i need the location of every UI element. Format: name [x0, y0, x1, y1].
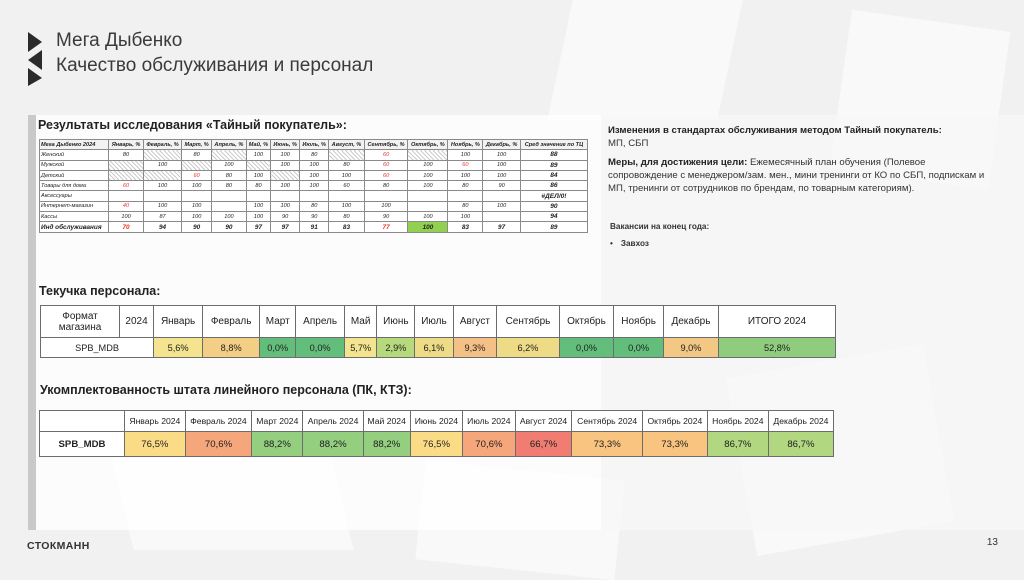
column-header: Июль: [415, 306, 453, 338]
table-cell: 100: [143, 160, 182, 170]
page-number: 13: [986, 537, 998, 548]
table-cell: 100: [143, 181, 182, 191]
table-cell: 100: [448, 150, 483, 160]
table-cell: 91: [300, 222, 329, 232]
table-row: [40, 432, 834, 457]
table-cell: 100: [448, 212, 483, 222]
table-cell: 100: [300, 181, 329, 191]
table-cell: [408, 191, 448, 201]
column-header: Сентябрь: [497, 306, 559, 338]
table-cell: 100: [408, 160, 448, 170]
column-header: Январь, %: [109, 140, 144, 150]
column-header: Июль 2024: [463, 411, 516, 432]
row-label: Мужской: [40, 160, 109, 170]
table-cell: 80: [182, 150, 212, 160]
row-label: Интернет-магазин: [40, 201, 109, 211]
turnover-table: [40, 305, 836, 358]
table-cell: 0,0%: [559, 338, 614, 358]
table-cell: 6,1%: [415, 338, 453, 358]
table-cell: 97: [483, 222, 521, 232]
table-cell: SPB_MDB: [41, 338, 154, 358]
table-cell: 88: [520, 150, 587, 160]
column-header: Август: [453, 306, 497, 338]
table-cell: 94: [520, 212, 587, 222]
column-header: Май: [344, 306, 376, 338]
table-header-row: [41, 306, 836, 338]
table-cell: 86: [520, 181, 587, 191]
row-label: Женский: [40, 150, 109, 160]
table-cell: SPB_MDB: [40, 432, 125, 457]
measures-label: Меры, для достижения цели:: [608, 157, 748, 168]
table-cell: 100: [408, 181, 448, 191]
row-label: Аксессуары: [40, 191, 109, 201]
column-header: Ноябрь: [614, 306, 664, 338]
table-cell: 70: [109, 222, 144, 232]
table-cell: 90: [271, 212, 300, 222]
table-cell: [182, 191, 212, 201]
table-cell: 88,2%: [303, 432, 363, 457]
table-cell: 100: [408, 170, 448, 180]
table-cell: 70,6%: [463, 432, 516, 457]
table-cell: 76,5%: [125, 432, 186, 457]
table-cell: 86,7%: [707, 432, 768, 457]
table-cell: 94: [143, 222, 182, 232]
table-cell: [212, 191, 247, 201]
table-cell: 90: [182, 222, 212, 232]
column-header: Октябрь: [559, 306, 614, 338]
table-cell: 52,8%: [719, 338, 836, 358]
column-header: Май 2024: [363, 411, 410, 432]
staffing-section-title: Укомплектованность штата линейного персонала (ПК, КТЗ):: [40, 383, 412, 397]
table-cell: 80: [448, 181, 483, 191]
table-row: [40, 212, 588, 222]
column-header: Февраль 2024: [185, 411, 252, 432]
column-header: Июнь: [377, 306, 415, 338]
table-cell: 100: [271, 150, 300, 160]
table-cell: 100: [246, 170, 270, 180]
column-header: Январь: [154, 306, 203, 338]
row-label: Детский: [40, 170, 109, 180]
table-cell: 90: [483, 181, 521, 191]
table-cell: [246, 160, 270, 170]
table-cell: 80: [300, 201, 329, 211]
column-header: Июнь, %: [271, 140, 300, 150]
column-header: Декабрь, %: [483, 140, 521, 150]
table-cell: 90: [212, 222, 247, 232]
column-header: Октябрь 2024: [642, 411, 707, 432]
table-header-row: [40, 411, 834, 432]
table-cell: 60: [182, 170, 212, 180]
table-cell: [408, 201, 448, 211]
measures-note: [608, 156, 988, 195]
table-cell: 100: [271, 181, 300, 191]
table-cell: 60: [109, 181, 144, 191]
table-cell: 8,8%: [203, 338, 260, 358]
accent-bar: [28, 115, 36, 530]
turnover-section-title: Текучка персонала:: [39, 284, 161, 298]
table-cell: [408, 150, 448, 160]
table-cell: 100: [483, 160, 521, 170]
table-cell: 83: [448, 222, 483, 232]
slide-subtitle: Качество обслуживания и персонал: [56, 55, 374, 76]
column-header: Мега Дыбенко 2024: [40, 140, 109, 150]
table-cell: 100: [408, 212, 448, 222]
column-header: Май, %: [246, 140, 270, 150]
table-cell: [109, 160, 144, 170]
table-cell: 60: [364, 170, 408, 180]
column-header: Октябрь, %: [408, 140, 448, 150]
table-cell: [271, 191, 300, 201]
table-cell: #ДЕЛ/0!: [520, 191, 587, 201]
row-label: Товары для дома: [40, 181, 109, 191]
table-cell: 80: [212, 181, 247, 191]
table-cell: 66,7%: [515, 432, 572, 457]
table-cell: 80: [300, 150, 329, 160]
table-cell: 5,7%: [344, 338, 376, 358]
table-cell: [246, 191, 270, 201]
table-cell: 100: [271, 201, 300, 211]
table-cell: 100: [483, 201, 521, 211]
changes-value: МП, СБП: [608, 138, 649, 149]
table-cell: 5,6%: [154, 338, 203, 358]
table-cell: 100: [408, 222, 448, 232]
column-header: Сентябрь 2024: [572, 411, 643, 432]
footer-brand-logo: СТОКМАНН: [27, 540, 90, 552]
table-cell: [364, 191, 408, 201]
column-header: Август, %: [329, 140, 365, 150]
table-cell: 40: [109, 201, 144, 211]
column-header: Декабрь: [663, 306, 718, 338]
table-cell: [143, 191, 182, 201]
table-cell: [300, 191, 329, 201]
column-header: Сред значение по ТЦ: [520, 140, 587, 150]
table-cell: 73,3%: [642, 432, 707, 457]
table-cell: 89: [520, 222, 587, 232]
column-header: Август 2024: [515, 411, 572, 432]
changes-label: Изменения в стандартах обслуживания методом Тайный покупатель:: [608, 125, 942, 136]
table-cell: 100: [246, 201, 270, 211]
table-cell: 80: [448, 201, 483, 211]
table-row: [40, 222, 588, 232]
table-cell: 86,7%: [768, 432, 833, 457]
table-cell: [483, 212, 521, 222]
column-header: Март 2024: [252, 411, 303, 432]
table-cell: [329, 191, 365, 201]
table-header-row: [40, 140, 588, 150]
table-row: [40, 181, 588, 191]
table-row: [41, 338, 836, 358]
table-cell: 100: [212, 160, 247, 170]
column-header: [40, 411, 125, 432]
table-row: [40, 150, 588, 160]
table-cell: 100: [483, 170, 521, 180]
table-cell: 90: [520, 201, 587, 211]
column-header: Март, %: [182, 140, 212, 150]
column-header: Ноябрь 2024: [707, 411, 768, 432]
table-cell: 100: [182, 212, 212, 222]
table-cell: 100: [300, 160, 329, 170]
table-cell: 60: [364, 150, 408, 160]
table-cell: [182, 160, 212, 170]
table-cell: 97: [246, 222, 270, 232]
background-bag-shape: [547, 0, 743, 120]
column-header: Формат магазина: [41, 306, 120, 338]
table-cell: 80: [329, 160, 365, 170]
mystery-shopper-table: [39, 139, 588, 233]
table-cell: [212, 150, 247, 160]
table-cell: 2,9%: [377, 338, 415, 358]
table-cell: 6,2%: [497, 338, 559, 358]
column-header: Январь 2024: [125, 411, 186, 432]
table-cell: 87: [143, 212, 182, 222]
table-cell: 60: [364, 160, 408, 170]
table-cell: [271, 170, 300, 180]
table-cell: 100: [300, 170, 329, 180]
table-cell: 80: [246, 181, 270, 191]
column-header: 2024: [120, 306, 154, 338]
stockmann-logo-icon: [24, 28, 46, 88]
table-cell: 0,0%: [614, 338, 664, 358]
table-cell: 89: [520, 160, 587, 170]
table-cell: 100: [109, 212, 144, 222]
column-header: Декабрь 2024: [768, 411, 833, 432]
table-row: [40, 160, 588, 170]
table-cell: 100: [329, 201, 365, 211]
spy-section-title: Результаты исследования «Тайный покупатель»:: [38, 118, 347, 132]
column-header: Сентябрь, %: [364, 140, 408, 150]
changes-note: [608, 124, 988, 150]
measures-text: Ежемесячный план обучения (Полевое сопровождение с менеджером/зам. мен., мини тренинги от КО по СБП, подпискам и МП, тренинги от сотрудников по брендам, по товарным категориям).: [608, 157, 985, 194]
table-cell: 100: [246, 150, 270, 160]
row-label: Инд обслуживания: [40, 222, 109, 232]
table-cell: 100: [364, 201, 408, 211]
table-cell: 100: [246, 212, 270, 222]
vacancies-label: Вакансии на конец года:: [610, 222, 710, 231]
table-cell: 9,0%: [663, 338, 718, 358]
table-cell: 80: [212, 170, 247, 180]
table-cell: 83: [329, 222, 365, 232]
column-header: Июль, %: [300, 140, 329, 150]
column-header: Ноябрь, %: [448, 140, 483, 150]
table-cell: [483, 191, 521, 201]
table-cell: [448, 191, 483, 201]
table-cell: 84: [520, 170, 587, 180]
table-cell: 77: [364, 222, 408, 232]
vacancy-item: [610, 239, 649, 248]
column-header: Апрель, %: [212, 140, 247, 150]
column-header: ИТОГО 2024: [719, 306, 836, 338]
slide-title: Мега Дыбенко: [56, 30, 183, 51]
table-cell: 88,2%: [252, 432, 303, 457]
table-cell: [109, 170, 144, 180]
table-cell: 100: [271, 160, 300, 170]
table-cell: 100: [182, 181, 212, 191]
table-cell: 100: [483, 150, 521, 160]
column-header: Апрель 2024: [303, 411, 363, 432]
table-cell: 80: [364, 181, 408, 191]
table-cell: 100: [329, 170, 365, 180]
table-cell: 0,0%: [296, 338, 345, 358]
table-cell: 76,5%: [410, 432, 462, 457]
table-cell: 80: [329, 212, 365, 222]
table-cell: 9,3%: [453, 338, 497, 358]
table-cell: 90: [300, 212, 329, 222]
table-cell: 73,3%: [572, 432, 643, 457]
table-cell: [329, 150, 365, 160]
table-cell: 60: [448, 160, 483, 170]
table-cell: [212, 201, 247, 211]
staffing-table: [39, 410, 834, 457]
row-label: Кассы: [40, 212, 109, 222]
table-cell: 88,2%: [363, 432, 410, 457]
table-cell: [109, 191, 144, 201]
table-cell: [143, 170, 182, 180]
table-cell: 97: [271, 222, 300, 232]
table-cell: 70,6%: [185, 432, 252, 457]
table-row: [40, 191, 588, 201]
table-cell: 100: [143, 201, 182, 211]
table-cell: 90: [364, 212, 408, 222]
table-row: [40, 201, 588, 211]
bullet-icon: •: [610, 239, 613, 248]
vacancy-text: Завхоз: [620, 239, 649, 248]
column-header: Март: [260, 306, 296, 338]
column-header: Апрель: [296, 306, 345, 338]
table-cell: 100: [212, 212, 247, 222]
table-cell: 80: [109, 150, 144, 160]
table-cell: 100: [182, 201, 212, 211]
table-cell: [143, 150, 182, 160]
column-header: Февраль, %: [143, 140, 182, 150]
table-cell: 60: [329, 181, 365, 191]
table-row: [40, 170, 588, 180]
column-header: Июнь 2024: [410, 411, 462, 432]
table-cell: 0,0%: [260, 338, 296, 358]
table-cell: 100: [448, 170, 483, 180]
slide-header: [24, 28, 373, 88]
column-header: Февраль: [203, 306, 260, 338]
